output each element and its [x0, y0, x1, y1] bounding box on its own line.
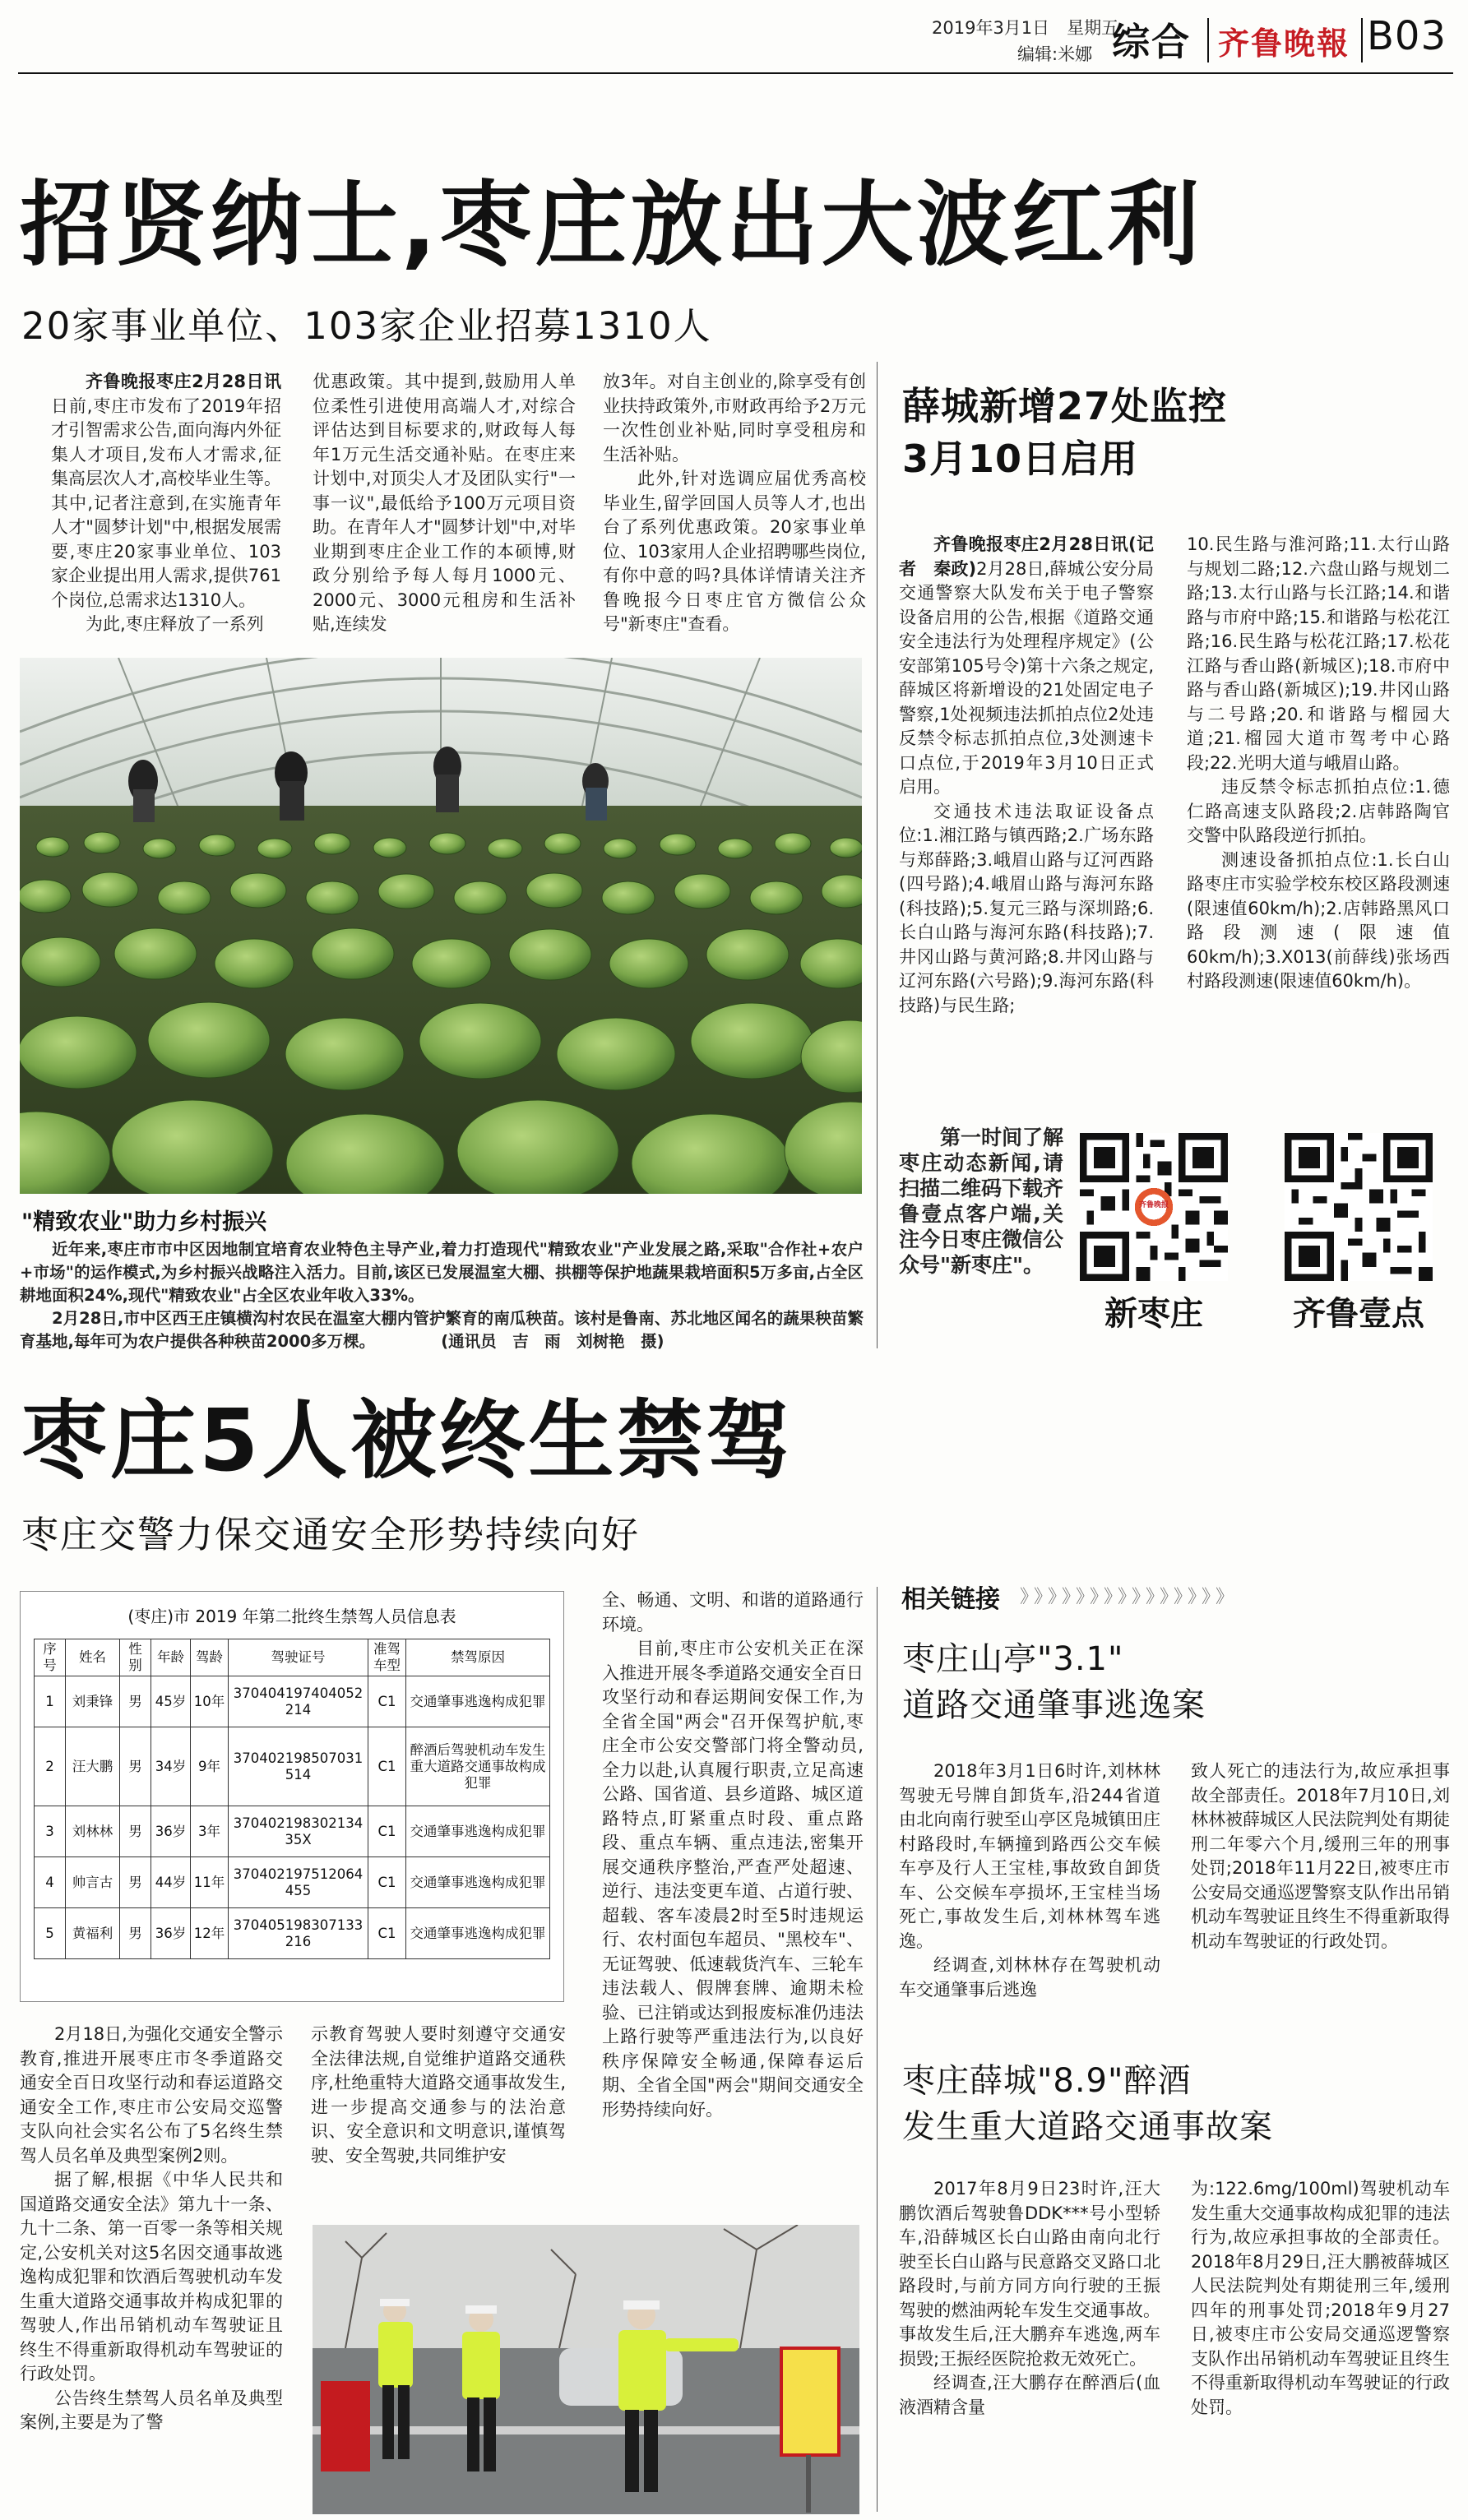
case1-title: [902, 1636, 1206, 1728]
article1-subhead: 20家事业单位、103家企业招募1310人: [21, 304, 712, 348]
qr2-label: 齐鲁壹点: [1293, 1295, 1424, 1333]
article1-text: 为此,枣庄释放了一系列: [86, 614, 264, 634]
table-row: [35, 1727, 550, 1806]
table-cell: 44岁: [151, 1857, 191, 1908]
table-cell: 9年: [191, 1727, 229, 1806]
table-header: 驾龄: [191, 1639, 229, 1676]
table-row: [35, 1908, 550, 1959]
article3-text: 2月18日,为强化交通安全警示教育,推进开展枣庄市冬季道路交通安全百日攻坚行动和春运道路交通安全工作,枣庄市公安局交巡警支队向社会实名公布了5名终生禁驾人员名单及典型案例2则。: [20, 2024, 283, 2166]
column-divider: [877, 1587, 878, 2512]
article3-subhead: 枣庄交警力保交通安全形势持续向好: [21, 1513, 641, 1556]
header-divider: [1207, 18, 1209, 62]
case2-text: 2017年8月9日23时许,汪大鹏饮酒后驾驶鲁DDK***号小型轿车,沿薛城区长白山路由南向北行驶至长白山路与民意路交叉路口北路段时,与前方同方向行驶的王振驾驶的燃油两轮车发生交通事故。事故发生后,汪大鹏弃车逃逸,两车损毁;王振经医院抢救无效死亡。: [899, 2179, 1160, 2369]
article1-text: 优惠政策。其中提到,鼓励用人单位柔性引进使用高端人才,对综合评估达到目标要求的,财政每人每年1万元生活交通补贴。在枣庄来计划中,对顶尖人才及团队实行"一事一议",最低给予100万元项目资助。在青年人才"圆梦计划"中,对毕业期到枣庄企业工作的本硕博,财政分别给予每人每月1000元、2000元、3000元租房和生活补贴,连续发: [313, 372, 576, 634]
table-cell: 男: [120, 1908, 151, 1959]
table-cell: C1: [368, 1676, 406, 1727]
table-cell: 4: [35, 1857, 66, 1908]
photo1-caption-title: "精致农业"助力乡村振兴: [21, 1209, 267, 1235]
article3-column-3: [602, 1588, 864, 2213]
issue-date: 2019年3月1日 星期五: [932, 18, 1119, 38]
article1-column-1: [51, 370, 281, 641]
article3-text: 示教育驾驶人要时刻遵守交通安全法律法规,自觉维护道路交通秩序,杜绝重特大道路交通事故发生,进一步提高交通参与的法治意识、安全意识和文明意识,谨慎驾驶、安全驾驶,共同维护安: [311, 2024, 566, 2166]
article3-text: 目前,枣庄市公安机关正在深入推进开展冬季道路交通安全百日攻坚行动和春运期间安保工作,为全省全国"两会"召开保驾护航,枣庄全市公安交警部门将全警动员,全力以赴,认真履行职责,立足高速公路、国省道、县乡道路、城区道路特点,盯紧重点时段、重点路段、重点车辆、重点违法,密集开展交通秩序整治,严查严处超速、逆行、违法变更车道、占道行驶、超载、客车凌晨2时至5时违规运行、农村面包车超员、"黑校车"、无证驾驶、低速载货汽车、三轮车违法载人、假牌套牌、逾期未检验、已注销或达到报废标准仍违法上路行驶等严重违法行为,以良好秩序保障安全畅通,保障春运后期、全省全国"两会"期间交通安全形势持续向好。: [602, 1639, 864, 2120]
case1-text: 2018年3月1日6时许,刘林林驾驶无号牌自卸货车,沿244省道由北向南行驶至山亭区凫城镇田庄村路段时,车辆撞到路西公交车候车亭及行人王宝桂,事故致自卸货车、公交候车亭损坏,王宝桂当场死亡,事故发生后,刘林林驾车逃逸。: [899, 1761, 1160, 1951]
table-header: 姓名: [66, 1639, 120, 1676]
table-cell: 12年: [191, 1908, 229, 1959]
case2-column-1: [899, 2177, 1160, 2514]
case1-text: 致人死亡的违法行为,故应承担事故全部责任。2018年7月10日,刘林林被薛城区人民法院判处有期徒刑二年零六个月,缓刑三年的刑事处罚;2018年11月22日,被枣庄市公安局交通巡逻警察支队作出吊销机动车驾驶证且终生不得重新取得机动车驾驶证的行政处罚。: [1191, 1761, 1450, 1951]
greenhouse-illustration: [20, 658, 862, 1194]
table-cell: C1: [368, 1727, 406, 1806]
ban-table-title: (枣庄)市 2019 年第二批终生禁驾人员信息表: [127, 1607, 456, 1626]
police-illustration: [313, 2225, 859, 2514]
table-header: 年龄: [151, 1639, 191, 1676]
table-header: 性别: [120, 1639, 151, 1676]
qr1-center-label: 齐鲁晚报: [1138, 1201, 1169, 1209]
table-cell: 3: [35, 1806, 66, 1857]
section-name: 综合: [1112, 20, 1191, 64]
case1-title-line1: 枣庄山亭"3.1": [902, 1640, 1124, 1678]
table-cell: 370402198302134 35X: [229, 1806, 368, 1857]
case1-column-2: [1191, 1759, 1450, 2060]
table-cell: 36岁: [151, 1908, 191, 1959]
article3-column-2: [311, 2023, 566, 2212]
related-chevrons: 》》》》》》》》》》》》》》》: [1020, 1587, 1239, 1607]
table-cell: 汪大鹏: [66, 1727, 120, 1806]
article3-column-1: [20, 2023, 283, 2516]
photo1-caption-text: 近年来,枣庄市市中区因地制宜培育农业特色主导产业,着力打造现代"精致农业"产业发展之路,采取"合作社+农户+市场"的运作模式,为乡村振兴战略注入活力。目前,该区已发展温室大棚、拱棚等保护地蔬果栽培面积5万多亩,占全区耕地面积24%,现代"精致农业"占全区农业年收入33%。: [20, 1240, 864, 1305]
table-cell: C1: [368, 1806, 406, 1857]
photo1-credit: (通讯员 吉 雨 刘树艳 摄): [441, 1332, 665, 1351]
table-cell: 5: [35, 1908, 66, 1959]
article2-text: 测速设备抓拍点位:1.长白山路枣庄市实验学校东校区路段测速(限速值60km/h);2.店韩路黑风口路段测速(限速值60km/h);3.X013(前薛线)张场西村路段测速(限速值60km/h)。: [1187, 849, 1450, 991]
article2-headline-line2: 3月10日启用: [902, 437, 1139, 481]
table-cell: 醉酒后驾驶机动车发生重大道路交通事故构成犯罪: [406, 1727, 550, 1806]
article2-text: 交通技术违法取证设备点位:1.湘江路与镇西路;2.广场东路与郑薛路;3.峨眉山路与辽河西路(四号路);4.峨眉山路与海河东路(科技路);5.复元三路与深圳路;6.长白山路与海河东路(科技路);7.井冈山路与黄河路;8.井冈山路与辽河东路(六号路);9.海河东路(科技路)与民生路;: [899, 801, 1154, 1015]
table-cell: 36岁: [151, 1806, 191, 1857]
table-cell: 11年: [191, 1857, 229, 1908]
case1-title-line2: 道路交通肇事逃逸案: [902, 1686, 1206, 1724]
related-links-label: 相关链接: [901, 1585, 1000, 1614]
article1-headline: 招贤纳士,枣庄放出大波红利: [20, 172, 1203, 279]
qr-pattern: [1285, 1133, 1433, 1281]
article2-lead: 齐鲁晚报枣庄2月28日讯: [933, 534, 1129, 554]
table-cell: 黄福利: [66, 1908, 120, 1959]
table-cell: 刘林林: [66, 1806, 120, 1857]
table-cell: 370405198307133216: [229, 1908, 368, 1959]
photo1-caption: [20, 1238, 864, 1353]
case2-title: [902, 2058, 1273, 2150]
article1-text: 此外,针对选调应届优秀高校毕业生,留学回国人员等人才,也出台了系列优惠政策。20家事业单位、103家用人企业招聘哪些岗位,有你中意的吗?具体详情请关注齐鲁晚报今日枣庄官方微信公众号"新枣庄"查看。: [603, 469, 866, 634]
photo1-caption-text: 2月28日,市中区西王庄镇横沟村农民在温室大棚内管护繁育的南瓜秧苗。该村是鲁南、苏北地区闻名的蔬果秧苗繁育基地,每年可为农户提供各种秧苗2000多万棵。: [20, 1309, 864, 1351]
article2-text: 违反禁令标志抓拍点位:1.德仁路高速支队路段;2.店韩路陶官交警中队路段逆行抓拍。: [1187, 777, 1450, 845]
article3-text: 全、畅通、文明、和谐的道路通行环境。: [602, 1590, 864, 1635]
article1-text: 放3年。对自主创业的,除享受有创业扶持政策外,市财政再给予2万元一次性创业补贴,同时享受租房和生活补贴。: [603, 372, 866, 465]
paper-logo: 齐鲁晚報: [1218, 25, 1350, 62]
qr1-label: 新枣庄: [1104, 1295, 1203, 1333]
article2-text: 10.民生路与淮河路;11.太行山路与规划二路;12.六盘山路与规划二路;13.太行山路与长江路;14.和谐路与市府中路;15.和谐路与松花江路;16.民生路与松花江路;17.松花江路与香山路(新城区);18.市府中路与香山路(新城区);19.井冈山路与二号路;20.和谐路与榴园大道;21.榴园大道市驾考中心路段;22.光明大道与峨眉山路。: [1187, 534, 1450, 773]
table-header: 禁驾原因: [406, 1639, 550, 1676]
table-row: [35, 1676, 550, 1727]
table-cell: 刘秉锋: [66, 1676, 120, 1727]
table-header: 驾驶证号: [229, 1639, 368, 1676]
article3-text: 公告终生禁驾人员名单及典型案例,主要是为了警: [20, 2388, 283, 2432]
table-cell: 34岁: [151, 1727, 191, 1806]
case1-text: 经调查,刘林林存在驾驶机动车交通肇事后逃逸: [899, 1955, 1160, 2000]
ban-table-header-row: [35, 1639, 550, 1676]
table-row: [35, 1857, 550, 1908]
table-cell: 2: [35, 1727, 66, 1806]
article1-column-2: [313, 370, 576, 641]
qr-code-xinzaozhuang[interactable]: [1080, 1133, 1228, 1281]
article2-text: 2月28日,薛城公安分局交通警察大队发布关于电子警察设备启用的公告,根据《道路交通安全违法行为处理程序规定》(公安部第105号令)第十六条之规定,薛城区将新增设的21处固定电子警察,1处视频违法抓拍点位2处违反禁令标志抓拍点位,3处测速卡口点位,于2019年3月10日正式启用。: [899, 558, 1154, 797]
table-cell: 交通肇事逃逸构成犯罪: [406, 1857, 550, 1908]
table-cell: 3年: [191, 1806, 229, 1857]
table-cell: 男: [120, 1857, 151, 1908]
page-number: B03: [1367, 13, 1447, 59]
column-divider: [877, 362, 878, 1348]
table-cell: 45岁: [151, 1676, 191, 1727]
article2-reporter: (记者 秦政): [899, 534, 1154, 579]
promo-text: [899, 1125, 1063, 1355]
table-cell: 10年: [191, 1676, 229, 1727]
article1-column-3: [603, 370, 866, 641]
promo-text-body: 第一时间了解枣庄动态新闻,请扫描二维码下载齐鲁壹点客户端,关注今日枣庄微信公众号"新枣庄"。: [899, 1126, 1063, 1277]
qr-code-qilu-yidian[interactable]: [1285, 1133, 1433, 1281]
table-cell: 帅言古: [66, 1857, 120, 1908]
ban-table: [34, 1639, 550, 1959]
header-divider: [1361, 18, 1363, 62]
header-rule: [18, 72, 1453, 74]
article2-column-1: [899, 533, 1154, 1108]
article2-column-2: [1187, 533, 1450, 1108]
editor-name: 编辑:米娜: [1017, 44, 1093, 64]
table-cell: 男: [120, 1727, 151, 1806]
table-cell: 370404197404052214: [229, 1676, 368, 1727]
table-cell: 交通肇事逃逸构成犯罪: [406, 1806, 550, 1857]
case2-title-line2: 发生重大道路交通事故案: [902, 2108, 1273, 2146]
case2-text: 经调查,汪大鹏存在醉酒后(血液酒精含量: [899, 2373, 1160, 2417]
article2-headline-line1: 薛城新增27处监控: [902, 384, 1228, 428]
table-row: [35, 1806, 550, 1857]
ban-list-panel: [20, 1591, 564, 2002]
article3-text: 据了解,根据《中华人民共和国道路交通安全法》第九十一条、九十二条、第一百零一条等相关规定,公安机关对这5名因交通事故逃逸构成犯罪和饮酒后驾驶机动车发生重大道路交通事故并构成犯罪的驾驶人,作出吊销机动车驾驶证且终生不得重新取得机动车驾驶证的行政处罚。: [20, 2170, 283, 2384]
table-cell: C1: [368, 1857, 406, 1908]
article1-text: 日前,枣庄市发布了2019年招才引智需求公告,面向海内外征集人才项目,发布人才需求,征集高层次人才,高校毕业生等。其中,记者注意到,在实施青年人才"圆梦计划"中,根据发展需要,枣庄20家事业单位、103家企业提出用人需求,提供761个岗位,总需求达1310人。: [51, 395, 281, 610]
table-cell: 370402198507031514: [229, 1727, 368, 1806]
case2-column-2: [1191, 2177, 1450, 2514]
table-header: 准驾车型: [368, 1639, 406, 1676]
table-cell: 1: [35, 1676, 66, 1727]
article2-headline: [902, 380, 1227, 485]
traffic-police-photo: [313, 2225, 859, 2514]
article3-headline: 枣庄5人被终生禁驾: [21, 1390, 795, 1491]
table-cell: 交通肇事逃逸构成犯罪: [406, 1676, 550, 1727]
table-cell: 男: [120, 1676, 151, 1727]
greenhouse-photo: [20, 658, 862, 1194]
article1-lead: 齐鲁晚报枣庄2月28日讯: [86, 372, 281, 391]
table-cell: 男: [120, 1806, 151, 1857]
table-cell: C1: [368, 1908, 406, 1959]
case2-title-line1: 枣庄薛城"8.9"醉酒: [902, 2062, 1192, 2100]
table-header: 序号: [35, 1639, 66, 1676]
table-cell: 交通肇事逃逸构成犯罪: [406, 1908, 550, 1959]
case2-text: 为:122.6mg/100ml)驾驶机动车发生重大交通事故构成犯罪的违法行为,故应承担事故的全部责任。2018年8月29日,汪大鹏被薛城区人民法院判处有期徒刑三年,缓刑四年的刑事处罚;2018年9月27日,被枣庄市公安局交通巡逻警察支队作出吊销机动车驾驶证且终生不得重新取得机动车驾驶证的行政处罚。: [1191, 2179, 1450, 2417]
case1-column-1: [899, 1759, 1160, 2060]
table-cell: 370402197512064455: [229, 1857, 368, 1908]
